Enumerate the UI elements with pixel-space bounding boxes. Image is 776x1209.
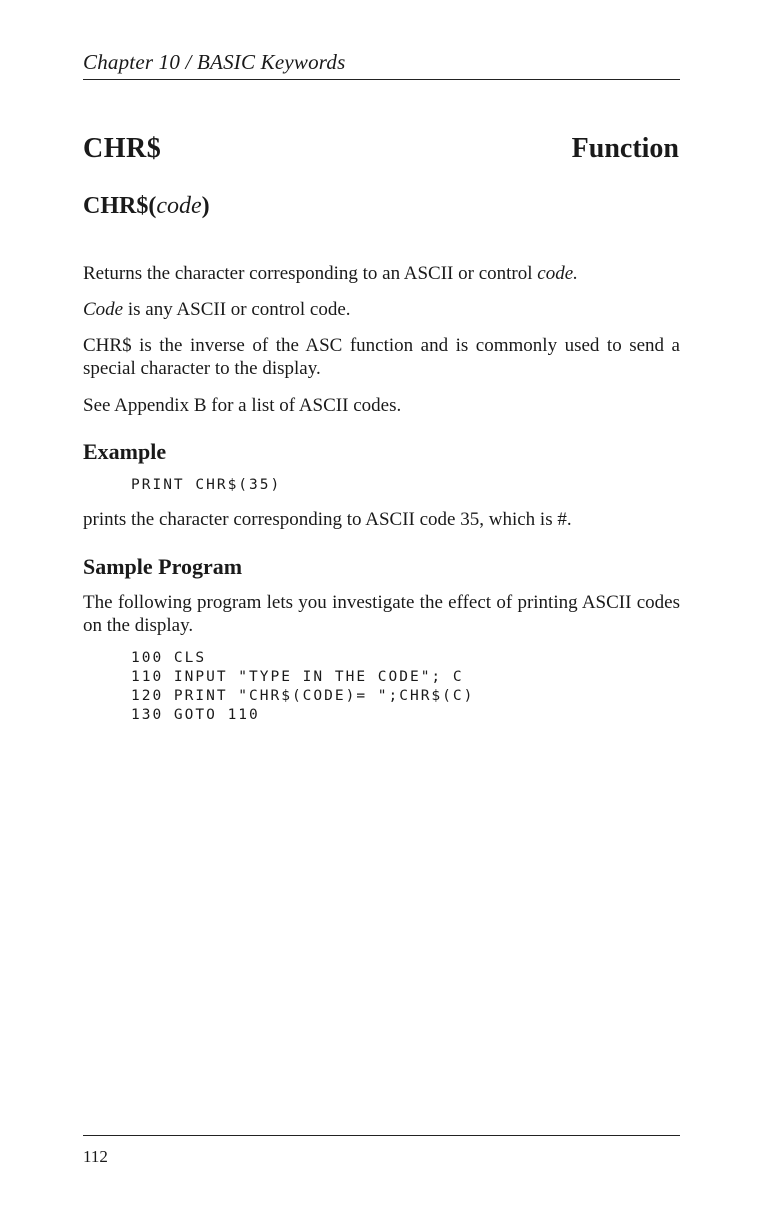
sample-program-heading: Sample Program (83, 554, 243, 579)
example-caption: prints the character corresponding to ASCII code 35, which is #. (83, 509, 572, 530)
description-paragraph-1 (83, 262, 680, 285)
description-paragraph-4: See Appendix B for a list of ASCII codes. (83, 395, 402, 416)
syntax-argument: code (156, 193, 202, 219)
description-text: Returns the character corresponding to an ASCII or control (83, 263, 538, 284)
program-line: 110 INPUT "TYPE IN THE CODE"; C (131, 669, 464, 685)
keyword-kind: Function (571, 133, 679, 164)
header-rule (83, 79, 680, 80)
example-code: PRINT CHR$(35) (131, 477, 282, 493)
program-line: 130 GOTO 110 (131, 707, 260, 723)
syntax-open-paren: ( (148, 193, 157, 219)
syntax-keyword: CHR$ (83, 193, 149, 219)
description-italic: code. (537, 263, 578, 284)
program-line: 100 CLS (131, 650, 207, 666)
description-paragraph-3: CHR$ is the inverse of the ASC function and is commonly used to send a special character to the display. (83, 335, 680, 379)
keyword-title: CHR$ (83, 133, 162, 164)
example-heading: Example (83, 439, 167, 464)
program-line: 120 PRINT "CHR$(CODE)= ";CHR$(C) (131, 688, 475, 704)
sample-program-intro: The following program lets you investigate the effect of printing ASCII codes on the display. (83, 592, 680, 636)
description-paragraph-2 (83, 298, 680, 321)
page-number: 112 (83, 1147, 108, 1166)
description-text: is any ASCII or control code. (123, 299, 351, 320)
syntax-close-paren: ) (201, 193, 210, 219)
footer-rule (83, 1135, 680, 1136)
running-head: Chapter 10 / BASIC Keywords (83, 50, 346, 74)
syntax-line (83, 193, 210, 220)
description-italic: Code (83, 299, 124, 320)
